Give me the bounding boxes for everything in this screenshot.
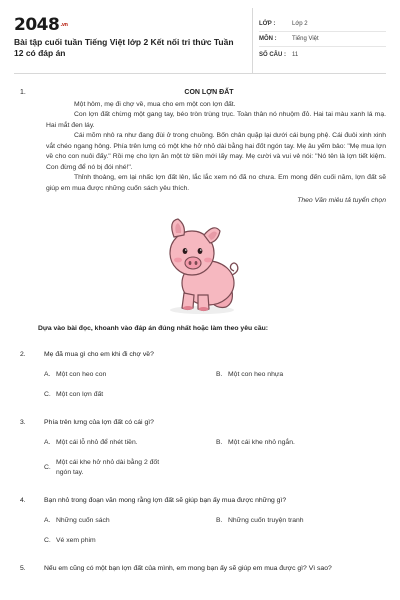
meta-label: LỚP : — [259, 21, 276, 27]
passage-paragraph: Một hôm, mẹ đi chợ về, mua cho em một con lợn đất. — [74, 100, 236, 108]
reading-passage — [32, 88, 386, 207]
option-key: C. — [44, 463, 51, 471]
question-number: 2. — [20, 350, 26, 358]
question-text: Mẹ đã mua gì cho em khi đi chợ về? — [44, 350, 154, 358]
answer-option-b[interactable] — [216, 370, 388, 380]
header-left — [14, 8, 252, 73]
option-text: Một cái lỗ nhỏ để nhét tiền. — [56, 438, 138, 446]
option-key: C. — [44, 536, 51, 544]
option-text: Một cái khe nhỏ ngắn. — [228, 438, 295, 446]
question-2 — [14, 350, 386, 360]
option-key: B. — [216, 438, 223, 446]
option-key: A. — [44, 370, 51, 378]
meta-label: SỐ CÂU : — [259, 51, 286, 58]
meta-row-count — [259, 47, 386, 62]
question-text: Nếu em cũng có một bạn lợn đất của mình, em mong bạn ấy sẽ giúp em mua được gì? Vì sao? — [44, 564, 332, 572]
passage-source: Theo Văn miêu tả tuyển chọn — [297, 197, 386, 204]
meta-value: 11 — [292, 51, 299, 58]
option-key: A. — [44, 516, 51, 524]
answer-options — [44, 438, 386, 478]
logo-text: 2048 — [14, 15, 60, 35]
option-key: C. — [44, 390, 51, 398]
option-text: Một con heo con — [56, 370, 107, 378]
option-text: Một con lợn đất — [56, 390, 104, 398]
passage-paragraph: Con lợn đất chừng một gang tay, béo tròn trùng trục. Toàn thân nó nhuộm đỏ. Hai tai màu xanh lá mạ. Hai mắt đen láy. — [46, 111, 386, 129]
option-text: Một cái khe hở nhỏ dài bằng 2 đốt ngón tay. — [56, 458, 160, 476]
question-5 — [14, 564, 386, 574]
worksheet-meta — [252, 8, 386, 73]
answer-option-a[interactable] — [44, 370, 216, 380]
option-key: B. — [216, 516, 223, 524]
site-logo[interactable] — [14, 16, 252, 34]
worksheet-header — [14, 8, 386, 74]
passage-paragraph: Thỉnh thoảng, em lại nhấc lợn đất lên, lắc lắc xem nó đã no chưa. Em mong đến cuối năm, lợn đất sẽ giúp em mua được những cuốn sách yêu thích. — [46, 174, 386, 192]
question-number: 5. — [20, 564, 26, 572]
option-text: Những cuốn truyện tranh — [228, 516, 304, 524]
option-key: A. — [44, 438, 51, 446]
question-text: Phía trên lưng của lợn đất có cái gì? — [44, 418, 154, 426]
meta-value: Tiếng Việt — [292, 36, 319, 42]
answer-option-c[interactable] — [44, 390, 216, 400]
answer-option-a[interactable] — [44, 516, 216, 526]
question-number: 3. — [20, 418, 26, 426]
worksheet-title: Bài tập cuối tuần Tiếng Việt lớp 2 Kết nối tri thức Tuần 12 có đáp án — [14, 37, 234, 58]
option-key: B. — [216, 370, 223, 378]
passage-paragraph: Cái mõm nhô ra như đang đùi ở trong chuồng. Bốn chân quặp lại dưới cái bụng phệ. Cái đuôi xinh xinh vắt chéo ngang hông. Phía trên lưng có một khe hở nhỏ dài bằng hai đốt ngón tay. Mẹ âu yếm bảo: "Mẹ mua lợn về cho con nuôi đấy." Rồi mẹ cho lợn ăn một tờ tiền mới lấy may. Mẹ cười và vui vẻ nói: "Nó tên là lợn tiết kiệm. Con đừng để nó bị đói nhé!". — [46, 132, 386, 171]
question-number: 4. — [20, 496, 26, 504]
answer-options — [44, 370, 386, 400]
meta-label: MÔN : — [259, 36, 277, 42]
answer-option-c[interactable] — [44, 458, 216, 478]
story-title: CON LỢN ĐẤT — [184, 89, 234, 96]
answer-options — [44, 516, 386, 546]
meta-row-subject — [259, 32, 386, 47]
option-text: Những cuốn sách — [56, 516, 110, 524]
question-number: 1. — [20, 89, 26, 96]
question-4 — [14, 496, 386, 506]
question-1 — [14, 88, 386, 207]
meta-value: Lớp 2 — [292, 21, 308, 27]
question-3 — [14, 418, 386, 428]
answer-option-a[interactable] — [44, 438, 216, 448]
logo-suffix: .vn — [60, 22, 68, 28]
answer-option-b[interactable] — [216, 438, 388, 448]
piggy-image — [14, 213, 386, 317]
answer-option-c[interactable] — [44, 536, 216, 546]
answer-option-b[interactable] — [216, 516, 388, 526]
option-text: Vé xem phim — [56, 536, 96, 544]
option-text: Một con heo nhựa — [228, 370, 284, 378]
question-text: Bạn nhỏ trong đoạn văn mong rằng lợn đất sẽ giúp bạn ấy mua được những gì? — [44, 496, 287, 504]
instructions: Dựa vào bài đọc, khoanh vào đáp án đúng nhất hoặc làm theo yêu cầu: — [38, 324, 269, 332]
meta-row-class — [259, 17, 386, 32]
piggy-illustration-icon — [148, 213, 252, 317]
